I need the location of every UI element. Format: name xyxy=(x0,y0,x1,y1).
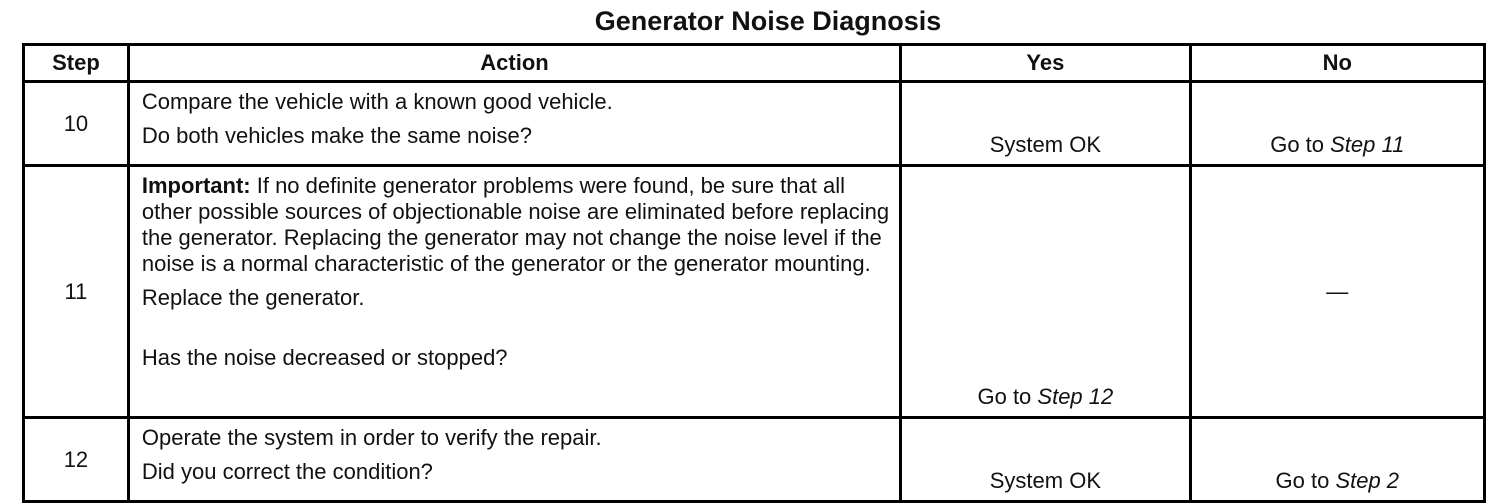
action-question: Did you correct the condition? xyxy=(141,459,433,484)
step-link: Step 12 xyxy=(1037,384,1114,409)
table-row xyxy=(24,166,1485,418)
no-cell xyxy=(1190,82,1484,166)
no-result xyxy=(1192,132,1483,158)
header-action: Action xyxy=(128,45,900,82)
no-cell xyxy=(1190,418,1484,502)
step-link: Step 2 xyxy=(1335,468,1400,493)
yes-cell xyxy=(901,82,1190,166)
goto-text: Go to xyxy=(1275,468,1336,493)
important-note xyxy=(142,173,891,277)
header-no: No xyxy=(1190,45,1484,82)
action-cell xyxy=(128,418,900,502)
header-yes: Yes xyxy=(901,45,1190,82)
important-label: Important: xyxy=(141,173,251,198)
yes-cell xyxy=(901,166,1190,418)
table-row xyxy=(24,82,1485,166)
yes-cell xyxy=(901,418,1190,502)
important-text: If no definite generator problems were found, be sure that all other possible sources of objectionable noise are eliminated before replacing the generator. Replacing the generator may not change the noise level if the noise is a normal characteristic of the generator or the generator mounting. xyxy=(141,173,890,276)
step-number: 10 xyxy=(24,82,129,166)
action-text: Replace the generator. xyxy=(141,285,365,310)
header-row xyxy=(24,45,1485,82)
diagnosis-table xyxy=(22,43,1486,503)
goto-text: Go to xyxy=(977,384,1038,409)
action-text: Operate the system in order to verify the repair. xyxy=(141,425,602,450)
no-cell xyxy=(1190,166,1484,418)
action-cell xyxy=(128,82,900,166)
action-text: Compare the vehicle with a known good vehicle. xyxy=(141,89,613,114)
page-title: Generator Noise Diagnosis xyxy=(594,6,942,36)
yes-result: System OK xyxy=(989,132,1101,157)
action-question: Has the noise decreased or stopped? xyxy=(141,345,508,370)
yes-result: System OK xyxy=(989,468,1101,493)
no-result xyxy=(1192,468,1483,494)
step-number: 11 xyxy=(24,166,129,418)
action-question: Do both vehicles make the same noise? xyxy=(141,123,532,148)
yes-result xyxy=(902,384,1188,410)
table-row xyxy=(24,418,1485,502)
header-step: Step xyxy=(24,45,129,82)
action-cell xyxy=(128,166,900,418)
step-link: Step 11 xyxy=(1330,132,1405,157)
no-result: — xyxy=(1326,278,1349,304)
step-number: 12 xyxy=(24,418,129,502)
goto-text: Go to xyxy=(1270,132,1331,157)
